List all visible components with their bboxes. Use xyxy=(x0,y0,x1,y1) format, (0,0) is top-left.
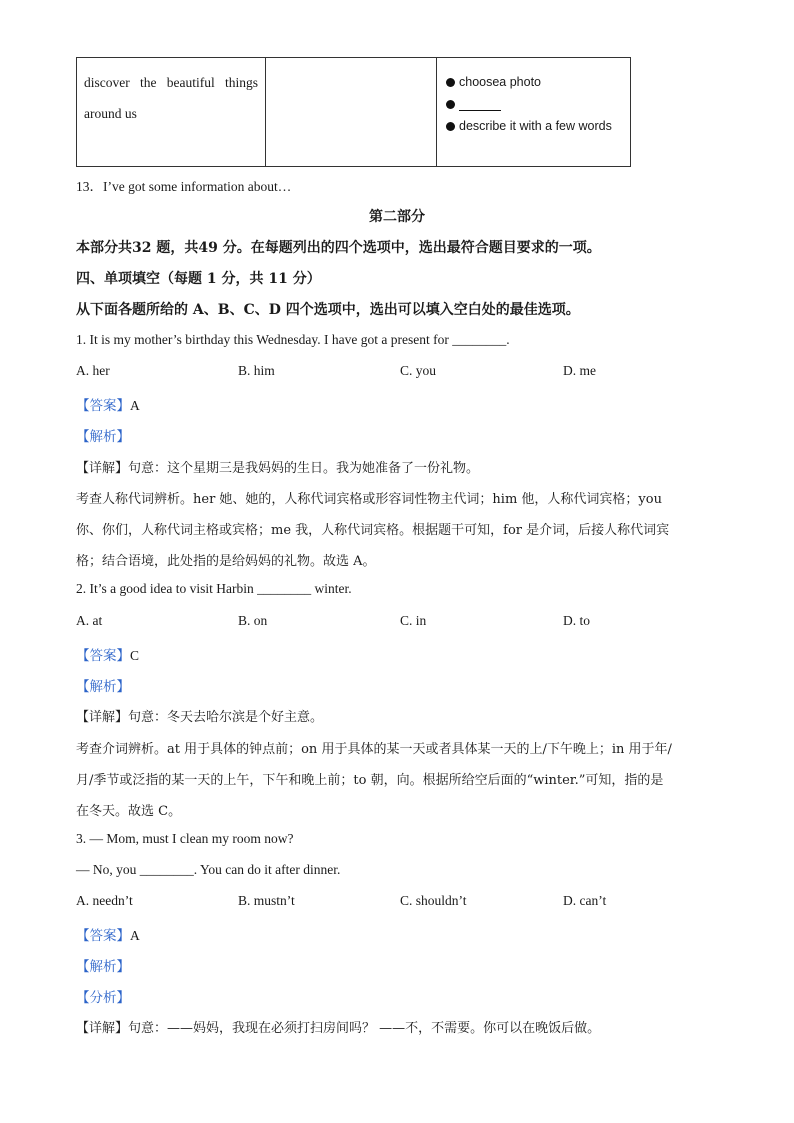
option-c: C. in xyxy=(400,613,427,628)
answer-tag: 【答案】 xyxy=(76,648,130,664)
analysis-tag: 【解析】 xyxy=(76,429,130,445)
activity-text: discover the beautiful things around us xyxy=(84,75,258,121)
answer-value: A xyxy=(130,928,140,943)
table-cell-activity xyxy=(77,58,266,167)
answer-line xyxy=(76,924,140,944)
analysis-tag: 【解析】 xyxy=(76,679,130,695)
table-cell-steps xyxy=(437,58,631,167)
option-b: B. him xyxy=(238,363,275,378)
bullet-icon xyxy=(446,100,455,109)
option-c: C. you xyxy=(400,363,437,378)
bullet-icon xyxy=(446,122,455,131)
question-stem: 1. It is my mother’s birthday this Wednesday. I have got a present for ________. xyxy=(76,332,510,347)
explanation-line: 格；结合语境，此处指的是给妈妈的礼物。故选 A。 xyxy=(76,554,376,569)
detail-line xyxy=(76,457,479,476)
option-b: B. mustn’t xyxy=(238,893,295,908)
answer-line xyxy=(76,644,139,664)
step-item xyxy=(446,111,622,142)
detail-tag: 【详解】 xyxy=(76,461,129,476)
detail-tag: 【详解】 xyxy=(76,1021,129,1036)
option-a: A. her xyxy=(76,363,110,378)
explanation-line: 考查介词辨析。at 用于具体的钟点前；on 用于具体的某一天或者具体某一天的上/下午晚上；in 用于年/ xyxy=(76,742,672,757)
explanation-line: 你、你们，人称代词主格或宾格；me 我，人称代词宾格。根据题干可知，for 是介词，后接人称代词宾 xyxy=(76,523,670,538)
answer-tag: 【答案】 xyxy=(76,928,130,944)
option-a: A. needn’t xyxy=(76,893,133,908)
detail-tag: 【详解】 xyxy=(76,710,129,725)
question-stem: 2. It’s a good idea to visit Harbin ________ winter. xyxy=(76,581,352,596)
detail-text: 句意：这个星期三是我妈妈的生日。我为她准备了一份礼物。 xyxy=(128,461,480,476)
blank-line xyxy=(459,98,501,111)
option-b: B. on xyxy=(238,613,268,628)
part-title: 第二部分 xyxy=(369,209,425,225)
table-cell-empty xyxy=(266,58,437,167)
bullet-icon xyxy=(446,78,455,87)
section-instruction: 从下面各题所给的 A、B、C、D 四个选项中，选出可以填入空白处的最佳选项。 xyxy=(76,302,580,318)
option-c: C. shouldn’t xyxy=(400,893,467,908)
option-d: D. can’t xyxy=(563,893,607,908)
step-item xyxy=(446,98,622,111)
explanation-line: 月/季节或泛指的某一天的上午，下午和晚上前；to 朝，向。根据所给空后面的“winter.”可知，指的是 xyxy=(76,773,664,788)
question-13: 13．I’ve got some information about… xyxy=(76,179,292,194)
option-a: A. at xyxy=(76,613,103,628)
part-intro: 本部分共32 题，共49 分。在每题列出的四个选项中，选出最符合题目要求的一项。 xyxy=(76,240,601,256)
detail-text: 句意：——妈妈，我现在必须打扫房间吗？ ——不，不需要。你可以在晚饭后做。 xyxy=(128,1021,601,1036)
explanation-line: 在冬天。故选 C。 xyxy=(76,804,182,819)
detail-text: 句意：冬天去哈尔滨是个好主意。 xyxy=(128,710,324,725)
analysis-tag: 【解析】 xyxy=(76,959,130,975)
step-item xyxy=(446,67,622,98)
option-d: D. to xyxy=(563,613,590,628)
fenxi-tag: 【分析】 xyxy=(76,990,130,1006)
question-stem: 3. — Mom, must I clean my room now? xyxy=(76,831,294,846)
explanation-line: 考查人称代词辨析。her 她、她的，人称代词宾格或形容词性物主代词；him 他，人称代词宾格；you xyxy=(76,492,662,507)
step-text: describe it with a few words xyxy=(459,119,612,133)
question-stem-reply: — No, you ________. You can do it after dinner. xyxy=(76,862,341,877)
answer-value: A xyxy=(130,398,140,413)
step-text: choosea photo xyxy=(459,75,542,89)
activity-table xyxy=(76,57,631,167)
detail-line xyxy=(76,1017,600,1036)
answer-value: C xyxy=(130,648,140,663)
detail-line xyxy=(76,706,323,725)
option-d: D. me xyxy=(563,363,596,378)
answer-line xyxy=(76,394,140,414)
answer-tag: 【答案】 xyxy=(76,398,130,414)
empty-cell-text xyxy=(266,58,436,67)
section-heading: 四、单项填空（每题 1 分，共 11 分） xyxy=(76,271,321,287)
